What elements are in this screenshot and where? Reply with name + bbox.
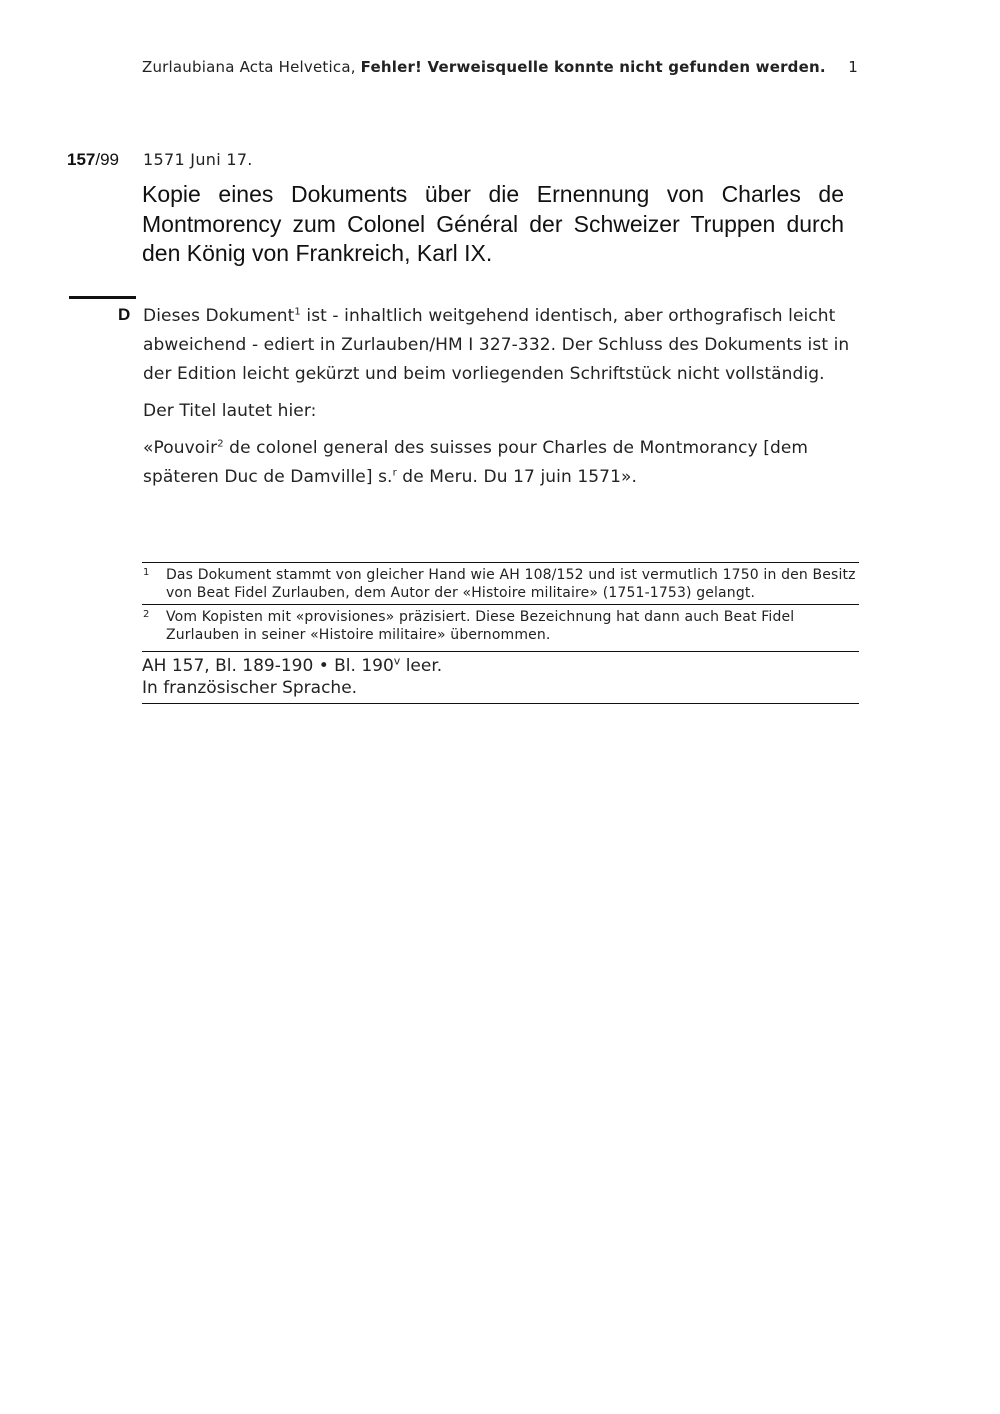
footnote-ref-2: 2 — [217, 438, 224, 450]
footnote-mark: 1 — [143, 567, 150, 578]
body-paragraph-2: Der Titel lautet hier: — [143, 401, 317, 421]
footnote-2 — [142, 604, 859, 646]
footnote-1 — [142, 562, 859, 604]
source-sigla — [142, 651, 859, 704]
entry-title: Kopie eines Dokuments über die Ernennung von Charles de Montmorency zum Colonel Général der Schweizer Truppen durch den König von Frankreich, Karl IX. — [142, 181, 844, 266]
running-header — [142, 58, 858, 76]
footnotes — [142, 562, 859, 646]
superscript-r: r — [392, 467, 397, 479]
section-marker-rule — [69, 296, 136, 299]
sigla-line-1: AH 157, Bl. 189-190 • Bl. 190$^v$ leer. — [142, 654, 443, 676]
entry-date: 1571 Juni 17. — [143, 150, 253, 169]
entry-number-main: 157 — [67, 150, 96, 169]
header-error-reference: Fehler! Verweisquelle konnte nicht gefunden werden. — [360, 58, 826, 76]
footnote-mark: 2 — [143, 609, 150, 620]
sigla-line-2: In französischer Sprache. — [142, 678, 358, 698]
header-series: Zurlaubiana Acta Helvetica, — [142, 58, 356, 76]
entry-number — [67, 150, 119, 170]
page-number: 1 — [848, 58, 858, 76]
entry-body — [143, 302, 863, 500]
section-marker-label: D — [118, 305, 131, 324]
body-paragraph-3: «Pouvoir$^2$ de colonel general des suisses pour Charles de Montmorancy [dem späteren Duc de Damville] s.$^r$ de Meru. Du 17 juin 1571». — [143, 438, 809, 487]
footnote-ref-1: 1 — [294, 306, 301, 318]
body-paragraph-1: Dieses Dokument$^1$ ist - inhaltlich weitgehend identisch, aber orthografisch leicht abweichend - ediert in Zurlauben/HM I 327-332. Der Schluss des Dokuments ist in der Edition leicht gekürzt und beim vorliegenden Schriftstück nicht vollständig. — [143, 306, 850, 384]
footnote-text: Vom Kopisten mit «provisiones» präzisiert. Diese Bezeichnung hat dann auch Beat Fidel Zurlauben in seiner «Histoire militaire» übernommen. — [166, 609, 795, 643]
entry-number-sub: /99 — [95, 150, 120, 169]
footnote-text: Das Dokument stammt von gleicher Hand wie AH 108/152 und ist vermutlich 1750 in den Besitz von Beat Fidel Zurlauben, dem Autor der «Histoire militaire» (1751-1753) gelangt. — [166, 567, 856, 601]
